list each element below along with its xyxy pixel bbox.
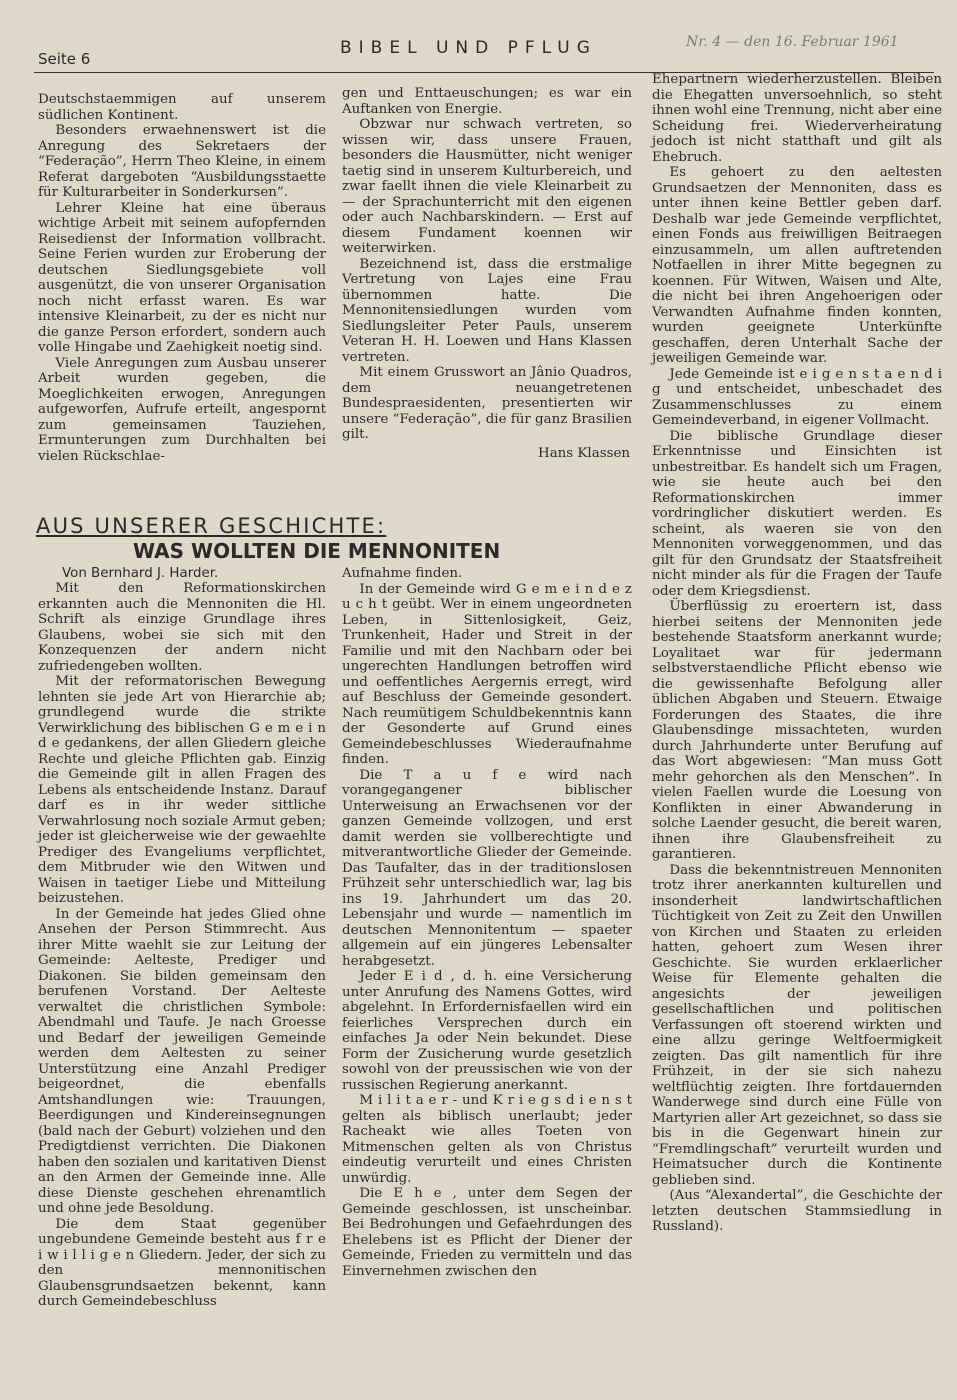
paragraph: Die dem Staat gegenüber ungebundene Gemeinde besteht aus f r e i w i l l i g e n Gliedern. Jeder, der sich zu den mennonitischen Glaubensgrundsaetzen bekennt, kann durch Gemeindebeschluss (38, 1216, 326, 1309)
paragraph: Mit den Reformationskirchen erkannten auch die Mennoniten die Hl. Schrift als einzige Grundlage ihres Glaubens, wobei sie sich mit den Konzequenzen der andern nicht zufriedengeben wollten. (38, 581, 326, 674)
paragraph: In der Gemeinde hat jedes Glied ohne Ansehen der Person Stimmrecht. Aus ihrer Mitte waehlt sie zur Leitung der Gemeinde: Aelteste, Prediger und Diakonen. Sie bilden gemeinsam den berufenen Vorstand. Der Aelteste verwaltet die christlichen Symbole: Abendmahl und Taufe. Je nach Groesse und Bedarf der jeweiligen Gemeinde werden dem Aeltesten zu seiner Unterstützung eine Anzahl Prediger beigeordnet, die ebenfalls Amtshandlungen wie: Trauungen, Beerdigungen und Kindereinsegnungen (bald nach der Geburt) volziehen und den Predigtdienst verrichten. Die Diakonen haben den sozialen und karitativen Dienst an den Armen der Gemeinde inne. Alle diese Dienste geschehen ehrenamtlich und ohne jede Besoldung. (38, 906, 326, 1216)
paragraph: Es gehoert zu den aeltesten Grundsaetzen der Mennoniten, dass es unter ihnen keine Bettler geben darf. Deshalb war jede Gemeinde verpflichtet, einen Fonds aus freiwilligen Beitraegen einzusammeln, um allen auftretenden Notfaellen in ihrer Mitte begegnen zu koennen. Für Witwen, Waisen und Alte, die nicht bei ihren Angehoerigen oder Verwandten Aufnahme finden konnten, wurden geeignete Unterkünfte geschaffen, deren Unterhalt Sache der jeweiligen Gemeinde war. (652, 165, 942, 366)
page-number: Seite 6 (38, 50, 91, 68)
paragraph: Dass die bekenntnistreuen Mennoniten trotz ihrer anerkannten kulturellen und insonderheit landwirtschaftlichen Tüchtigkeit von Zeit zu Zeit den Unwillen von Kirchen und Staaten zu erleiden hatten, gehoert zum Wesen ihrer Geschichte. Sie wurden erklaerlicher Weise für Elemente gehalten die angesichts der jeweiligen gesellschaftlichen und politischen Verfassungen oft stoerend wirkten und eine allzu geringe Weltfoermigkeit zeigten. Das gilt namentlich für ihre Frühzeit, in der sie sich nahezu weltflüchtig zeigten. Ihre fortdauernden Wanderwege sind durch eine Fülle von Martyrien aller Art gezeichnet, so dass sie bis in die Gegenwart hinein zur “Fremdlingschaft” verurteilt wurden und Heimatsucher durch die Kontinente geblieben sind. (652, 862, 942, 1188)
paragraph: Lehrer Kleine hat eine überaus wichtige Arbeit mit seinem aufopfernden Reisedienst der Information vollbracht. Seine Ferien wurden zur Eroberung der deutschen Siedlungsgebiete voll ausgenützt, die von unserer Organisation noch nicht erfasst waren. Es war intensive Kleinarbeit, zu der es nicht nur die ganze Person erfordert, sondern auch volle Hingabe und Zaehigkeit noetig sind. (38, 200, 326, 355)
paragraph: Viele Anregungen zum Ausbau unserer Arbeit wurden gegeben, die Moeglichkeiten erwogen, Anregungen aufgeworfen, Aufrufe erteilt, angespornt zum gemeinsamen Tauziehen, Ermunterungen zum Durchhalten bei vielen Rückschlae- (38, 355, 326, 464)
page-header (0, 28, 957, 68)
paragraph: gen und Enttaeuschungen; es war ein Auftanken von Energie. (342, 86, 632, 117)
article-column-3 (652, 72, 942, 1235)
paragraph: Jede Gemeinde ist e i g e n s t a e n d i g und entscheidet, unbeschadet des Zusammenschlusses zu einem Gemeindeverband, in eigener Vollmacht. (652, 366, 942, 428)
paragraph: Besonders erwaehnenswert ist die Anregung des Sekretaers der “Federação”, Herrn Theo Kleine, in einem Referat dargeboten “Ausbildungsstaette für Kulturarbeiter in Sonderkursen”. (38, 123, 326, 200)
article-headline: WAS WOLLTEN DIE MENNONITEN (133, 539, 501, 563)
paragraph: Die biblische Grundlage dieser Erkenntnisse und Einsichten ist unbestreitbar. Es handelt sich um Fragen, wie sie heute auch bei den Reformationskirchen immer vordringlicher diskutiert werden. Es scheint, als waeren sie von den Mennoniten vorweggenommen, und das gilt für den Grundsatz der Staatsfreiheit nicht minder als für die Fragen der Taufe oder dem Kriegsdienst. (652, 428, 942, 599)
article-byline: Von Bernhard J. Harder. (62, 566, 219, 581)
paragraph: Obzwar nur schwach vertreten, so wissen wir, dass unsere Frauen, besonders die Hausmütter, nicht weniger taetig sind in unserem Kulturbereich, und zwar faellt ihnen die viele Kleinarbeit zu — der Sprachunterricht mit den eigenen oder auch Nachbarskindern. — Erst auf diesem Fundament koennen wir weiterwirken. (342, 117, 632, 256)
paragraph: Überflüssig zu eroertern ist, dass hierbei seitens der Mennoniten jede bestehende Staatsform anerkannt wurde; Loyalitaet war für jedermann selbstverstaendliche Pflicht ebenso wie die gewissenhafte Befolgung aller üblichen Abgaben und Steuern. Etwaige Forderungen des Staates, die ihre Glaubensdinge missachteten, wurden durch Jahrhunderte unter Berufung auf das Wort abgewiesen: “Man muss Gott mehr gehorchen als den Menschen”. In vielen Faellen wurde die Loesung von Konflikten in einer Abwanderung in solche Laender gesucht, die bereit waren, ihnen ihre Glaubensfreiheit zu garantieren. (652, 599, 942, 862)
paragraph: Aufnahme finden. (342, 566, 463, 581)
article-column-1 (38, 581, 326, 1310)
paragraph: Jeder E i d , d. h. eine Versicherung unter Anrufung des Namens Gottes, wird abgelehnt. In Erfordernisfaellen wird ein feierliches Versprechen durch ein einfaches Ja oder Nein bekundet. Diese Form der Zusicherung wurde gesetzlich sowohl von der preussischen wie von der russischen Regierung anerkannt. (342, 969, 632, 1093)
paragraph: Die T a u f e wird nach vorangegangener biblischer Unterweisung an Erwachsenen vor der ganzen Gemeinde vollzogen, und erst damit werden sie vollberechtigte und mitverantwortliche Glieder der Gemeinde. Das Taufalter, das in der traditionslosen Frühzeit sehr unterschiedlich war, lag bis ins 19. Jahrhundert um das 20. Lebensjahr und wurde — namentlich im deutschen Mennonitentum — spaeter allgemein auf ein jüngeres Lebensalter herabgesetzt. (342, 767, 632, 969)
paragraph: M i l i t a e r - und K r i e g s d i e n s t gelten als biblisch unerlaubt; jeder Racheakt wie alles Toeten von Mitmenschen gelten als von Christus eindeutig verurteilt und eines Christen unwürdig. (342, 1093, 632, 1186)
paragraph: Bezeichnend ist, dass die erstmalige Vertretung von Lajes eine Frau übernommen hatte. Die Mennonitensiedlungen wurden vom Siedlungsleiter Peter Pauls, unserem Veteran H. H. Loewen und Hans Klassen vertreten. (342, 256, 632, 365)
paragraph: Die E h e , unter dem Segen der Gemeinde geschlossen, ist unscheinbar. Bei Bedrohungen und Gefaehrdungen des Ehelebens ist es Pflicht der Diener der Gemeinde, Frieden zu vermitteln und das Einvernehmen zwischen den (342, 1186, 632, 1279)
top-column-1 (38, 92, 326, 464)
paragraph: Deutschstaemmigen auf unserem südlichen Kontinent. (38, 92, 326, 123)
paragraph: Ehepartnern wiederherzustellen. Bleiben die Ehegatten unversoehnlich, so steht ihnen wohl eine Trennung, nicht aber eine Scheidung frei. Wiederverheiratung jedoch ist nicht statthaft und gilt als Ehebruch. (652, 72, 942, 165)
paragraph: (Aus “Alexandertal”, die Geschichte der letzten deutschen Stammsiedlung in Russland). (652, 1188, 942, 1234)
paragraph: Mit einem Grusswort an Jânio Quadros, dem neuangetretenen Bundespraesidenten, presentierten wir unsere “Federação”, die für ganz Brasilien gilt. (342, 365, 632, 442)
article-column-2 (342, 566, 632, 1279)
signature: Hans Klassen (538, 445, 630, 461)
paragraph: Mit der reformatorischen Bewegung lehnten sie jede Art von Hierarchie ab; grundlegend wurde die strikte Verwirklichung des biblischen G e m e i n d e gedankens, der allen Gliedern gleiche Rechte und gleiche Pflichten gab. Einzig die Gemeinde gilt in allen Fragen des Lebens als entscheidende Instanz. Darauf darf es in ihr weder sittliche Verwahrlosung noch soziale Armut geben; jeder ist gleicherweise wie der gewaehlte Prediger des Evangeliums verpflichtet, dem Mitbruder wie den Witwen und Waisen in taetiger Liebe und Mitteilung beizustehen. (38, 674, 326, 906)
top-column-2 (342, 86, 632, 461)
publication-title: BIBEL UND PFLUG (340, 38, 597, 58)
paragraph: In der Gemeinde wird G e m e i n d e z u c h t geübt. Wer in einem ungeordneten Leben, in Sittenlosigkeit, Geiz, Trunkenheit, Hader und Streit in der Familie und mit den Nachbarn oder bei ungerechten Handlungen betroffen wird und oeffentliches Aergernis erregt, wird auf Beschluss der Gemeinde gesondert. Nach reumütigem Schuldbekenntnis kann der Gesonderte auf Grund eines Gemeindebeschlusses Wiederaufnahme finden. (342, 581, 632, 767)
section-kicker: AUS UNSERER GESCHICHTE: (36, 514, 387, 538)
issue-date: Nr. 4 — den 16. Februar 1961 (686, 34, 899, 50)
